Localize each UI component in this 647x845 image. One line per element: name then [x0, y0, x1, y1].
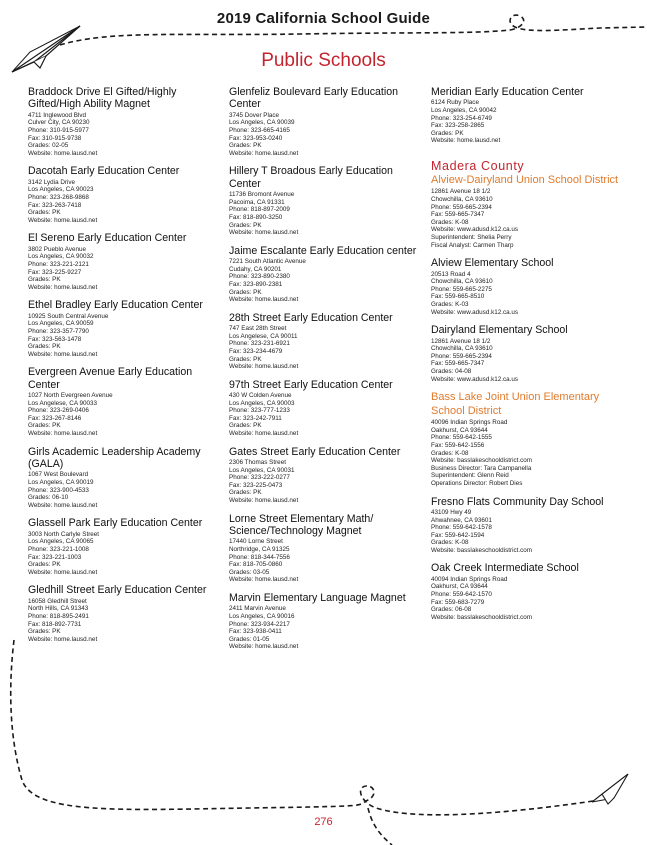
school-entry — [229, 446, 419, 505]
entry-detail-line: Website: home.lausd.net — [28, 430, 98, 438]
entry-detail-line: Phone: 323-665-4165 — [229, 127, 290, 134]
entry-detail-line: Grades: PK — [229, 422, 262, 430]
entry-detail-line: North Hills, CA 91343 — [28, 605, 89, 613]
school-entry — [229, 379, 419, 438]
entry-detail-line: Fax: 559-642-1556 — [431, 441, 485, 449]
entry-detail-line: Cudahy, CA 90201 — [229, 265, 282, 273]
entry-detail-line: Fax: 323-938-0411 — [229, 628, 282, 636]
entry-detail-line: Phone: 323-269-0406 — [28, 407, 89, 415]
school-entry — [229, 513, 419, 584]
entry-detail-line: Fax: 323-242-7911 — [229, 414, 282, 422]
entry-detail-line: Website: home.lausd.net — [229, 430, 299, 438]
entry-detail-line: Website: home.lausd.net — [229, 643, 299, 651]
entry-detail-line: Website: home.lausd.net — [28, 216, 98, 224]
entry-detail-line: Ahwahnee, CA 93601 — [431, 516, 492, 524]
entry-detail-line: Website: basslakeschooldistrict.com — [431, 546, 533, 554]
entry-detail-line: 12861 Avenue 18 1/2 — [431, 188, 491, 196]
entry-detail-line: Phone: 323-231-6921 — [229, 340, 290, 348]
entry-detail-line: Los Angelese, CA 90011 — [229, 332, 298, 340]
entry-detail-line: Fax: 323-225-0473 — [229, 481, 283, 489]
entry-detail-line: Grades: PK — [28, 276, 61, 284]
paper-plane-icon-small — [590, 772, 630, 806]
page-number: 276 — [314, 816, 333, 828]
entry-detail-line: Grades: 06-08 — [431, 606, 472, 614]
entry-detail-line: Los Angeles, CA 90023 — [28, 186, 94, 194]
entry-detail-line: 3745 Dover Place — [229, 111, 280, 119]
district-entry — [431, 174, 631, 249]
entry-detail-line: Fax: 323-225-9227 — [28, 268, 82, 276]
entry-detail-line: Superintendent: Glenn Reid — [431, 472, 509, 480]
entry-detail-line: Website: www.adusd.k12.ca.us — [431, 375, 519, 383]
entry-detail-line: Phone: 323-357-7790 — [28, 327, 89, 335]
school-name: Marvin Elementary Language Magnet — [229, 592, 406, 604]
entry-detail-line: Fax: 323-263-7418 — [28, 201, 82, 209]
school-name: Ethel Bradley Early Education Center — [28, 299, 203, 312]
entry-detail-line: Fax: 323-258-2865 — [431, 122, 485, 130]
entry-detail-line: Fax: 559-665-7347 — [431, 360, 485, 368]
entry-detail-line: Phone: 323-268-9868 — [28, 193, 89, 201]
entry-detail-line: Website: home.lausd.net — [229, 497, 299, 505]
entry-detail-line: Los Angeles, CA 90003 — [229, 399, 295, 407]
entry-detail-line: Grades: PK — [28, 343, 61, 351]
school-entry — [28, 299, 218, 358]
entry-detail-line: 12861 Avenue 18 1/2 — [431, 337, 491, 345]
school-entry — [229, 86, 419, 157]
entry-detail-line: Culver City, CA 90230 — [28, 119, 90, 127]
entry-detail-line: Phone: 818-344-7556 — [229, 553, 290, 561]
entry-detail-line: Fax: 559-642-1594 — [431, 531, 485, 539]
school-name: Evergreen Avenue Early Education Center — [28, 366, 193, 391]
entry-detail-line: 3003 North Carlyle Street — [28, 530, 100, 538]
entry-detail-line: Los Angeles, CA 90042 — [431, 107, 497, 114]
entry-detail-line: Website: home.lausd.net — [28, 501, 98, 509]
entry-detail-line: Fax: 323-221-1003 — [28, 553, 82, 561]
entry-detail-line: 747 East 28th Street — [229, 325, 287, 333]
school-entry — [431, 257, 631, 316]
entry-detail-line: Fax: 323-563-1478 — [28, 335, 82, 343]
entry-detail-line: Phone: 818-897-2009 — [229, 206, 290, 214]
entry-detail-line: Website: home.lausd.net — [28, 283, 98, 291]
entry-detail-line: Grades: PK — [229, 221, 262, 229]
school-name: Gates Street Early Education Center — [229, 445, 401, 458]
school-entry — [28, 86, 218, 157]
entry-detail-line: Pacoima, CA 91331 — [229, 198, 285, 206]
entry-detail-line: Phone: 323-900-4533 — [28, 486, 89, 494]
entry-detail-line: Grades: PK — [28, 209, 61, 217]
district-name: Bass Lake Joint Union Elementary School District — [431, 391, 600, 417]
entry-detail-line: Website: home.lausd.net — [28, 149, 98, 157]
entry-detail-line: Grades: 02-05 — [28, 142, 69, 150]
entry-detail-line: Fax: 818-705-0860 — [229, 561, 283, 569]
entry-detail-line: 1027 North Evergreen Avenue — [28, 392, 113, 400]
school-name: 97th Street Early Education Center — [229, 378, 393, 391]
entry-detail-line: Fax: 559-665-7347 — [431, 211, 485, 219]
entry-detail-line: Grades: PK — [431, 129, 464, 137]
entry-detail-line: Website: home.lausd.net — [229, 363, 299, 371]
entry-detail-line: Grades: PK — [229, 142, 262, 150]
entry-detail-line: 10925 South Central Avenue — [28, 312, 109, 320]
entry-detail-line: Phone: 818-895-2491 — [28, 613, 89, 620]
school-entry — [431, 562, 631, 621]
entry-detail-line: Phone: 559-642-1570 — [431, 591, 492, 599]
entry-detail-line: Fax: 323-267-8146 — [28, 414, 82, 422]
entry-detail-line: 11736 Bromont Avenue — [229, 191, 295, 199]
entry-detail-line: Grades: 06-10 — [28, 494, 69, 502]
column-3 — [431, 86, 631, 629]
entry-detail-line: 3802 Pueblo Avenue — [28, 245, 87, 253]
entry-detail-line: Phone: 323-934-2217 — [229, 620, 290, 628]
school-name: 28th Street Early Education Center — [229, 311, 393, 324]
entry-detail-line: 4711 Inglewood Blvd — [28, 111, 86, 119]
school-name: El Sereno Early Education Center — [28, 232, 187, 245]
entry-detail-line: Website: home.lausd.net — [28, 568, 98, 576]
school-name: Dairyland Elementary School — [431, 324, 568, 337]
entry-detail-line: Fax: 323-234-4679 — [229, 347, 283, 355]
entry-detail-line: Website: home.lausd.net — [229, 296, 299, 304]
entry-detail-line: Phone: 559-665-2394 — [431, 352, 492, 360]
entry-detail-line: Oakhurst, CA 93644 — [431, 426, 488, 434]
school-entry — [28, 366, 218, 437]
school-name: Hillery T Broadous Early Education Center — [229, 165, 393, 190]
entry-detail-line: Website: home.lausd.net — [28, 635, 98, 643]
column-1 — [28, 86, 218, 651]
entry-detail-line: Fax: 559-683-7279 — [431, 598, 485, 606]
entry-detail-line: Los Angeles, CA 90059 — [28, 320, 94, 328]
entry-detail-line: Website: basslakeschooldistrict.com — [431, 613, 533, 621]
district-name: Alview-Dairyland Union School District — [431, 173, 619, 186]
school-name: Alview Elementary School — [431, 257, 554, 270]
entry-detail-line: Phone: 323-221-2121 — [28, 260, 89, 268]
entry-detail-line: 2411 Marvin Avenue — [229, 605, 286, 613]
entry-detail-line: Phone: 559-665-2394 — [431, 203, 492, 211]
entry-detail-line: 40094 Indian Springs Road — [431, 575, 508, 583]
entry-detail-line: Business Director: Tara Campanella — [431, 464, 532, 472]
entry-detail-line: Website: home.lausd.net — [229, 149, 299, 157]
school-entry — [431, 86, 631, 145]
entry-detail-line: Los Angeles, CA 90065 — [28, 538, 94, 546]
entry-detail-line: Chowchilla, CA 93610 — [431, 278, 493, 286]
entry-detail-line: Phone: 559-642-1555 — [431, 434, 492, 442]
entry-detail-line: Chowchilla, CA 93610 — [431, 345, 493, 353]
entry-detail-line: Grades: K-08 — [431, 218, 469, 226]
entry-detail-line: Phone: 310-915-5977 — [28, 127, 89, 134]
entry-detail-line: 17440 Lorne Street — [229, 538, 283, 546]
school-name: Girls Academic Leadership Academy (GALA) — [28, 445, 201, 471]
entry-detail-line: Website: basslakeschooldistrict.com — [431, 457, 533, 465]
entry-detail-line: Phone: 559-665-2275 — [431, 285, 492, 293]
entry-detail-line: Grades: PK — [229, 489, 262, 497]
entry-detail-line: 16058 Gledhill Street — [28, 597, 87, 605]
county-heading: Madera County — [431, 158, 525, 173]
entry-detail-line: Fax: 310-915-9738 — [28, 134, 82, 142]
entry-detail-line: Grades: K-03 — [431, 301, 469, 308]
school-entry — [229, 245, 419, 304]
entry-detail-line: 7221 South Atlantic Avenue — [229, 258, 306, 266]
entry-detail-line: Phone: 323-222-0277 — [229, 474, 290, 482]
entry-detail-line: Oakhurst, CA 93644 — [431, 583, 488, 591]
entry-detail-line: Grades: PK — [28, 628, 61, 636]
school-name: Fresno Flats Community Day School — [431, 495, 604, 508]
school-name: Gledhill Street Early Education Center — [28, 584, 207, 597]
entry-detail-line: 40096 Indian Springs Road — [431, 419, 508, 427]
section-title: Public Schools — [261, 50, 386, 71]
entry-detail-line: 6124 Ruby Place — [431, 99, 479, 107]
entry-detail-line: Grades: K-08 — [431, 539, 469, 547]
entry-detail-line: Phone: 323-221-1008 — [28, 546, 89, 554]
entry-detail-line: Grades: PK — [28, 561, 61, 569]
school-entry — [229, 592, 419, 651]
school-entry — [431, 324, 631, 383]
entry-detail-line: Grades: PK — [229, 288, 262, 296]
entry-detail-line: Grades: 03-05 — [229, 568, 270, 576]
entry-detail-line: Fax: 323-890-2381 — [229, 280, 283, 288]
entry-detail-line: Fiscal Analyst: Carmen Tharp — [431, 241, 514, 249]
entry-detail-line: Grades: K-08 — [431, 449, 469, 457]
column-2 — [229, 86, 419, 659]
entry-detail-line: Grades: 01-05 — [229, 635, 270, 643]
entry-detail-line: 3142 Lydia Drive — [28, 178, 76, 186]
entry-detail-line: Los Angeles, CA 90019 — [28, 479, 94, 487]
entry-detail-line: Website: home.lausd.net — [28, 350, 98, 358]
entry-detail-line: Los Angeles, CA 90031 — [229, 466, 295, 474]
school-entry — [28, 165, 218, 224]
entry-detail-line: Fax: 559-665-8510 — [431, 293, 485, 301]
entry-detail-line: Superintendent: Shelia Perry — [431, 234, 512, 242]
entry-detail-line: Website: home.lausd.net — [229, 576, 299, 584]
entry-detail-line: Fax: 323-953-0240 — [229, 134, 283, 142]
school-name: Glenfeliz Boulevard Early Education Center — [229, 86, 399, 111]
entry-detail-line: 2306 Thomas Street — [229, 459, 286, 467]
entry-detail-line: Los Angelese, CA 90033 — [28, 399, 97, 407]
school-entry — [229, 165, 419, 236]
entry-detail-line: Phone: 323-890-2380 — [229, 273, 290, 281]
school-name: Oak Creek Intermediate School — [431, 562, 579, 575]
school-name: Glassell Park Early Education Center — [28, 517, 203, 530]
entry-detail-line: Operations Director: Robert Dies — [431, 479, 523, 487]
entry-detail-line: Fax: 818-890-3250 — [229, 213, 283, 221]
entry-detail-line: Fax: 818-892-7731 — [28, 620, 82, 628]
entry-detail-line: Website: home.lausd.net — [431, 137, 501, 145]
entry-detail-line: 1067 West Boulevard — [28, 471, 89, 479]
entry-detail-line: 20513 Road 4 — [431, 270, 471, 278]
entry-detail-line: 430 W Colden Avenue — [229, 392, 292, 400]
entry-detail-line: Grades: PK — [229, 355, 262, 363]
entry-detail-line: Website: www.adusd.k12.ca.us — [431, 308, 519, 316]
entry-detail-line: Website: www.adusd.k12.ca.us — [431, 226, 519, 234]
school-name: Meridian Early Education Center — [431, 86, 584, 98]
entry-detail-line: Los Angeles, CA 90016 — [229, 613, 295, 620]
entry-detail-line: Chowchilla, CA 93610 — [431, 196, 493, 204]
district-entry — [431, 391, 631, 487]
school-entry — [28, 517, 218, 576]
entry-detail-line: Northridge, CA 91325 — [229, 546, 290, 554]
guide-title: 2019 California School Guide — [216, 10, 431, 27]
entry-detail-line: Los Angeles, CA 90039 — [229, 119, 295, 127]
entry-detail-line: Grades: 04-08 — [431, 367, 472, 375]
school-name: Lorne Street Elementary Math/ Science/Technology Magnet — [229, 512, 374, 538]
entry-detail-line: Phone: 323-254-6749 — [431, 114, 492, 122]
school-entry — [229, 312, 419, 371]
entry-detail-line: Los Angeles, CA 90032 — [28, 253, 94, 261]
entry-detail-line: Grades: PK — [28, 422, 61, 430]
school-entry — [431, 496, 631, 555]
entry-detail-line: 43109 Hwy 49 — [431, 508, 472, 516]
entry-detail-line: Phone: 559-642-1578 — [431, 524, 492, 532]
school-name: Braddock Drive El Gifted/Highly Gifted/High Ability Magnet — [28, 86, 177, 111]
school-entry — [28, 446, 218, 510]
entry-detail-line: Website: home.lausd.net — [229, 229, 299, 237]
school-entry — [28, 232, 218, 291]
school-name: Jaime Escalante Early Education center — [229, 244, 417, 257]
school-entry — [28, 584, 218, 643]
school-name: Dacotah Early Education Center — [28, 165, 180, 178]
entry-detail-line: Phone: 323-777-1233 — [229, 407, 290, 415]
